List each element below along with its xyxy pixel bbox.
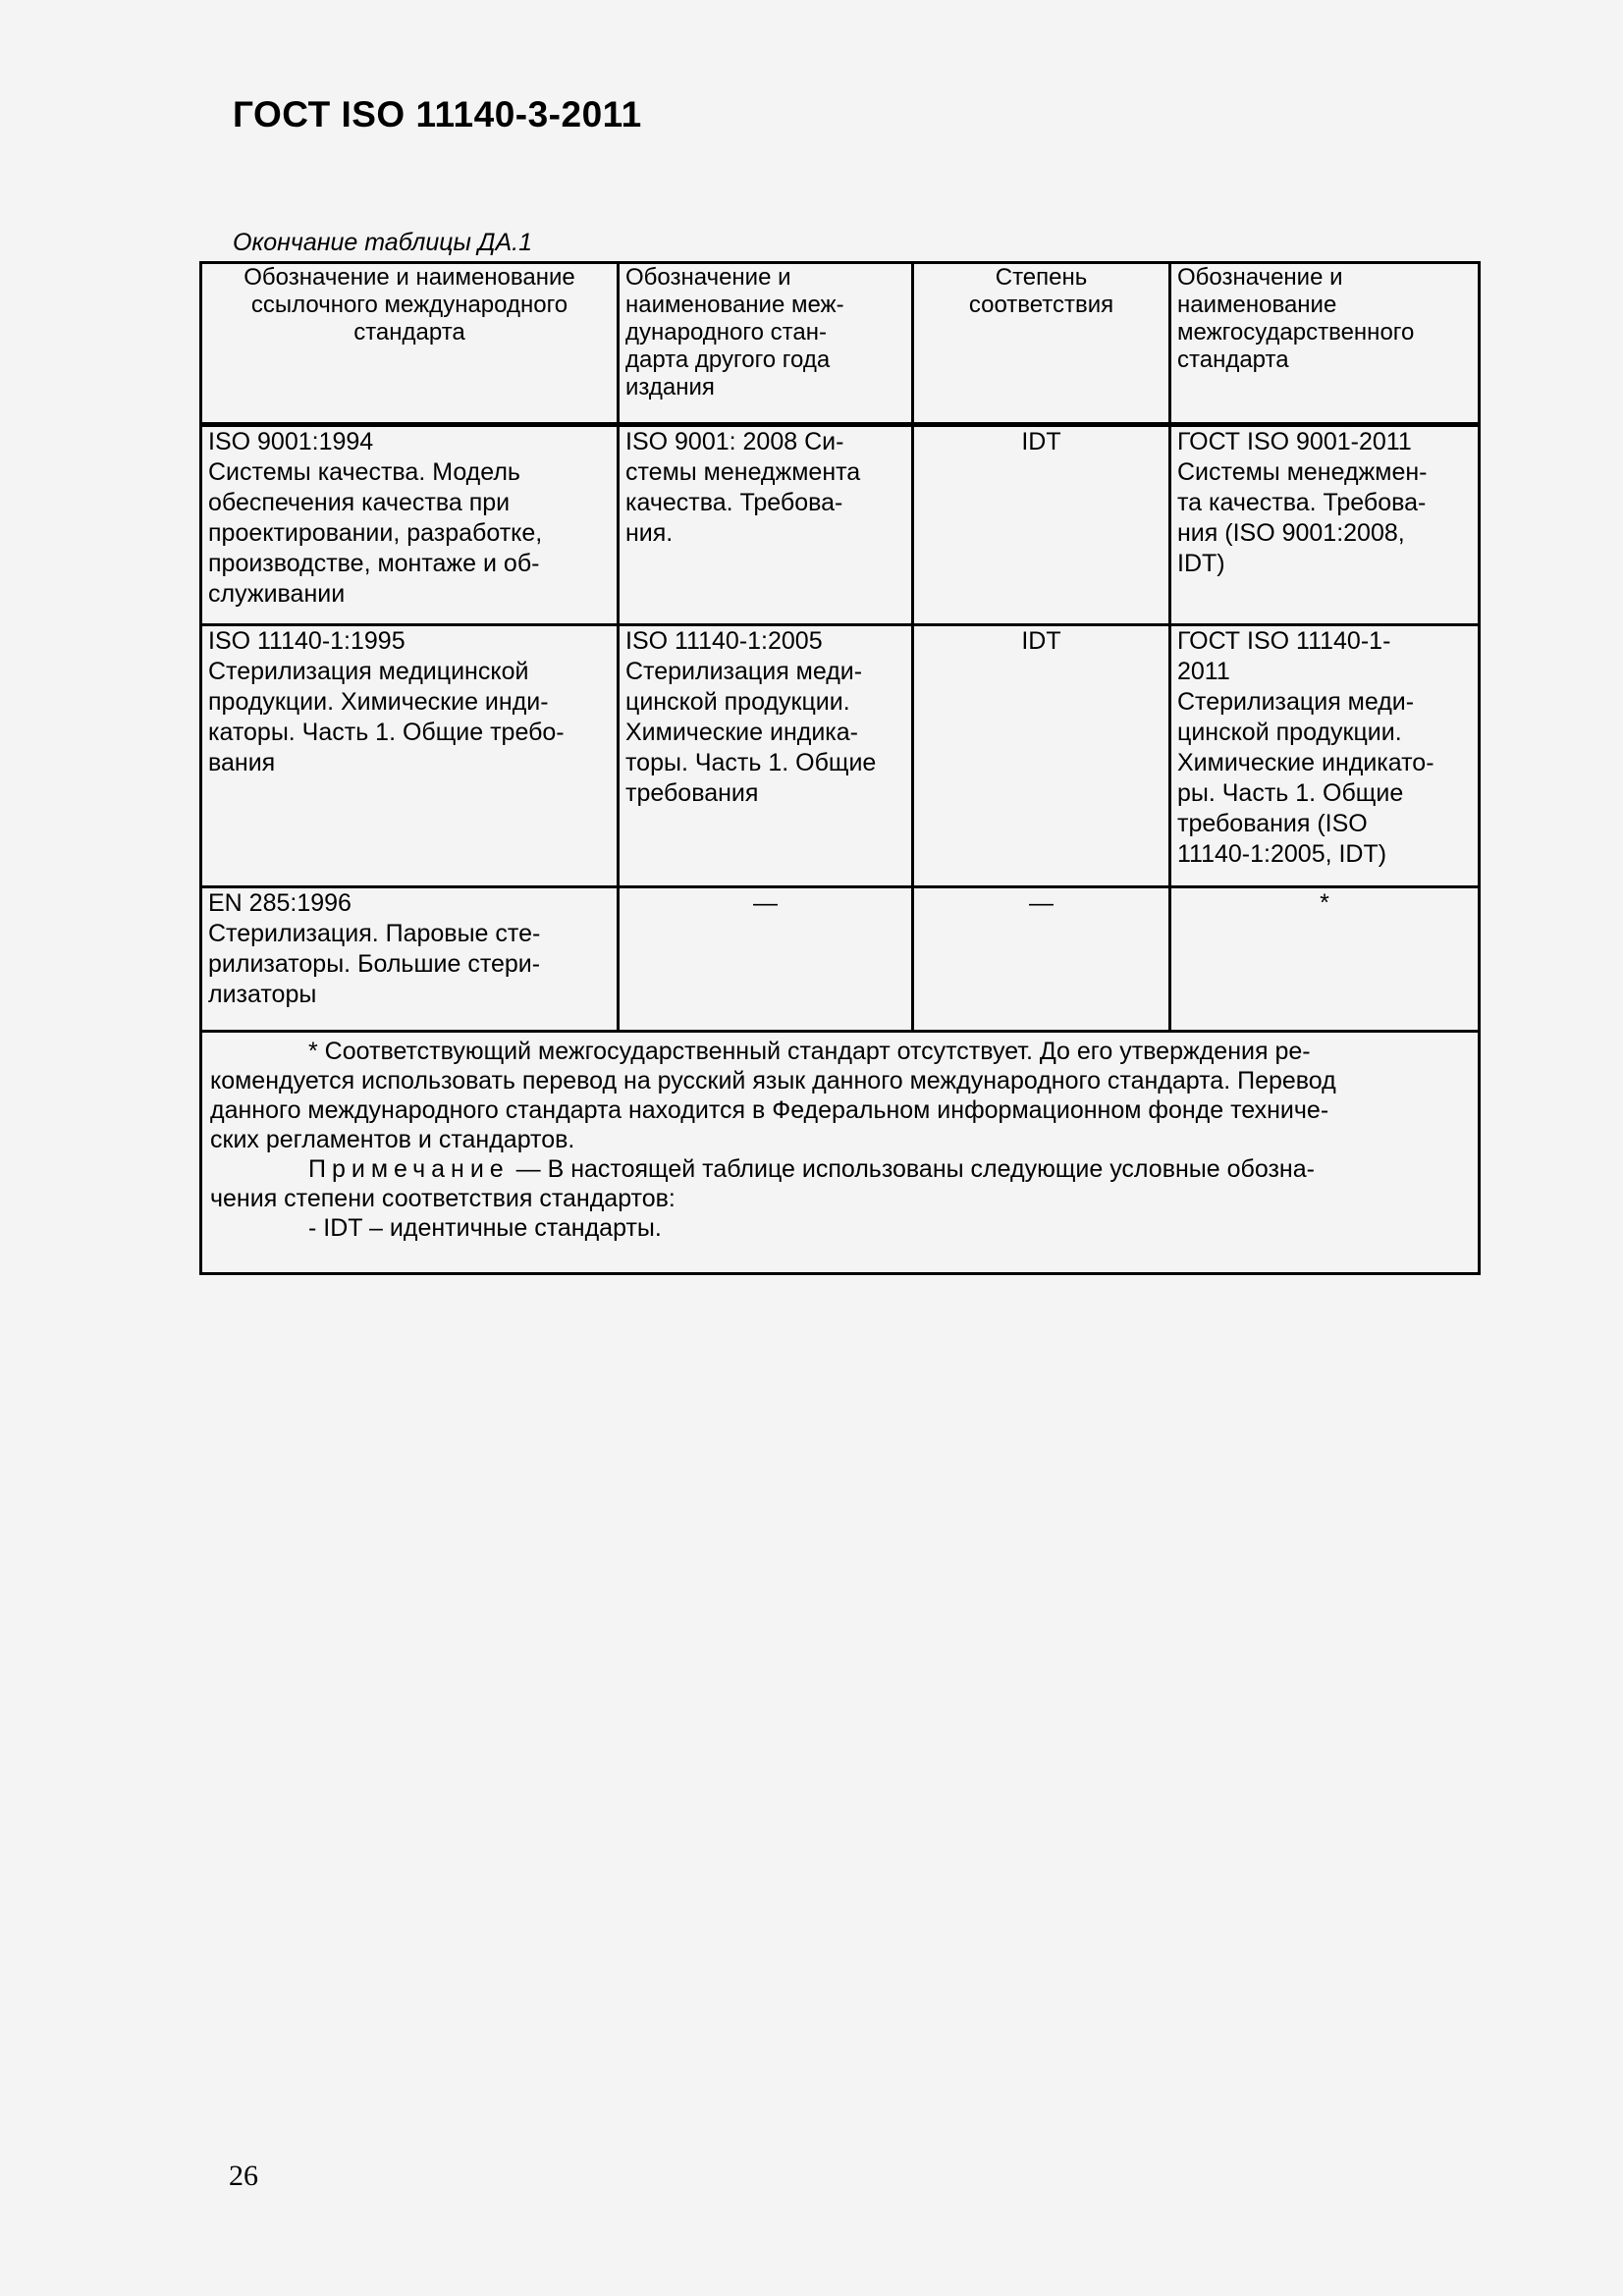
cell-interstate: * [1170, 887, 1480, 1032]
table-row [201, 425, 1480, 625]
table-row [201, 625, 1480, 887]
page-number: 26 [229, 2160, 258, 2192]
table-header-row [201, 263, 1480, 425]
footnote-text: * Соответствующий межгосударственный стандарт отсутствует. До его утверждения ре- [308, 1038, 1311, 1065]
cell-international: — [619, 887, 913, 1032]
header-interstate-standard: Обозначение и наименование межгосударственного стандарта [1170, 263, 1480, 425]
header-degree: Степень соответствия [913, 263, 1170, 425]
standards-table [199, 261, 1481, 1275]
cell-international: ISO 11140-1:2005 Стерилизация меди- цинской продукции. Химические индика- торы. Часть 1. Общие требования [619, 625, 913, 887]
header-international-standard: Обозначение и наименование меж- дународного стан- дарта другого года издания [619, 263, 913, 425]
table-row [201, 887, 1480, 1032]
cell-interstate: ГОСТ ISO 9001-2011 Системы менеджмен- та качества. Требова- ния (ISO 9001:2008, IDT) [1170, 425, 1480, 625]
cell-degree: IDT [913, 425, 1170, 625]
note-line: Примечание — В настоящей таблице использованы следующие условные обозна- [308, 1155, 1315, 1183]
cell-interstate: ГОСТ ISO 11140-1- 2011 Стерилизация меди- цинской продукции. Химические индикато- ры. Часть 1. Общие требования (ISO 11140-1:2005, IDT) [1170, 625, 1480, 887]
footnote-row [201, 1032, 1480, 1274]
note-item: - IDT – идентичные стандарты. [308, 1214, 662, 1242]
cell-reference: ISO 11140-1:1995 Стерилизация медицинской продукции. Химические инди- каторы. Часть 1. Общие требо- вания [201, 625, 619, 887]
header-reference-standard: Обозначение и наименование ссылочного международного стандарта [201, 263, 619, 425]
cell-reference: ISO 9001:1994 Системы качества. Модель обеспечения качества при проектировании, разработке, производстве, монтаже и об- служивании [201, 425, 619, 625]
note-label: Примечание [308, 1155, 510, 1183]
document-header: ГОСТ ISO 11140-3-2011 [233, 94, 642, 134]
cell-degree: — [913, 887, 1170, 1032]
cell-international: ISO 9001: 2008 Си- стемы менеджмента качества. Требова- ния. [619, 425, 913, 625]
cell-reference: EN 285:1996 Стерилизация. Паровые сте- рилизаторы. Большие стери- лизаторы [201, 887, 619, 1032]
footnote-cell: * Соответствующий межгосударственный стандарт отсутствует. До его утверждения ре- комендуется использовать перевод на русский язык данного международного стандарта. Перевод данного международного стандарта находится в Федеральном информационном фонде техниче- ских регламентов и стандартов. Примечание — В настоящей таблице использованы следующие условные обозна- чения степени соответствия стандартов: - IDT – идентичные стандарты. [201, 1032, 1480, 1274]
table-caption: Окончание таблицы ДА.1 [233, 229, 532, 256]
cell-degree: IDT [913, 625, 1170, 887]
